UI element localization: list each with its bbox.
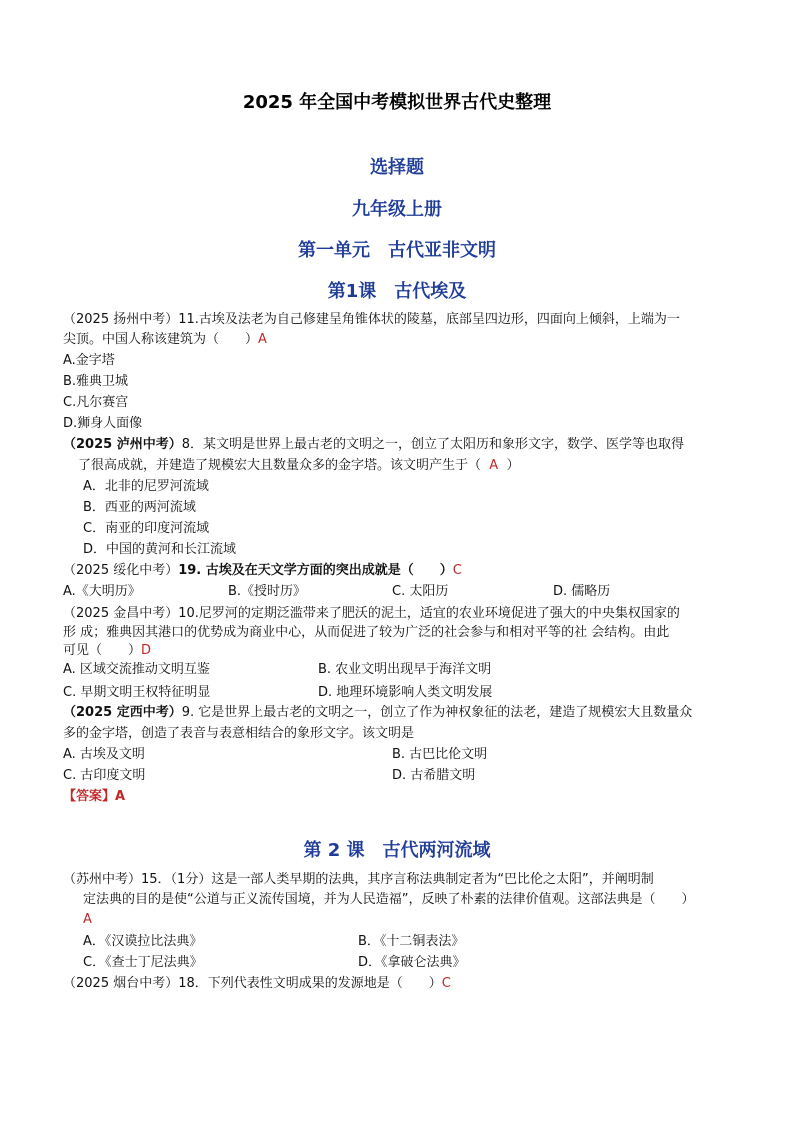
option-c: C.凡尔赛宫 xyxy=(63,395,129,410)
question-text: （2025 定西中考）9. 它是世界上最古老的文明之一，创立了作为神权象征的法老，建造了规模宏大且数量众 xyxy=(63,705,693,720)
option-b: B.《授时历》 xyxy=(228,584,307,599)
section-heading: 选择题 xyxy=(370,157,424,178)
question-text: （2025 绥化中考）19. 古埃及在天文学方面的突出成就是（ ）C xyxy=(63,563,462,578)
question-text: 了很高成就，并建造了规模宏大且数量众多的金字塔。该文明产生于（ A ） xyxy=(78,458,520,473)
option-b: B. 农业文明出现早于海洋文明 xyxy=(318,662,492,677)
option-a: A.《大明历》 xyxy=(63,584,141,599)
option-b: B.雅典卫城 xyxy=(63,374,129,389)
unit-heading: 第一单元 古代亚非文明 xyxy=(298,240,496,261)
answer-mark: D xyxy=(141,643,152,658)
question-text: （2025 泸州中考）8．某文明是世界上最古老的文明之一，创立了太阳历和象形文字，数学、医学等也取得 xyxy=(63,437,684,452)
option-d: D. 古希腊文明 xyxy=(392,768,476,783)
option-d: D.狮身人面像 xyxy=(63,416,143,431)
question-text: 形 成；雅典因其港口的优势成为商业中心，从而促进了较为广泛的社会参与和相对平等的社 会结构。由此 xyxy=(63,625,670,640)
option-d: D. 儒略历 xyxy=(553,584,611,599)
document-title: 2025 年全国中考模拟世界古代史整理 xyxy=(242,92,552,113)
option-c: C. 太阳历 xyxy=(392,584,449,599)
question-text: 多的金字塔，创造了表音与表意相结合的象形文字。该文明是 xyxy=(63,726,415,741)
grade-heading: 九年级上册 xyxy=(352,199,442,220)
option-a: A. 古埃及文明 xyxy=(63,747,145,762)
answer-mark: A xyxy=(489,458,499,473)
option-c: C．《查士丁尼法典》 xyxy=(83,955,203,970)
option-c: C．南亚的印度河流域 xyxy=(83,521,210,536)
lesson-heading: 第1课 古代埃及 xyxy=(327,281,467,302)
option-a: A．北非的尼罗河流域 xyxy=(83,479,209,494)
question-text: （2025 烟台中考）18．下列代表性文明成果的发源地是（ ）C xyxy=(63,976,451,991)
lesson-heading: 第 2 课 古代两河流域 xyxy=(303,840,491,861)
question-text: 尖顶。中国人称该建筑为（ ）A xyxy=(63,332,267,347)
option-a: A. 区域交流推动文明互鉴 xyxy=(63,662,210,677)
question-text: （2025 金昌中考）10.尼罗河的定期泛滥带来了肥沃的泥土，适宜的农业环境促进了强大的中央集权国家的 xyxy=(63,606,680,621)
question-text: （2025 扬州中考）11.古埃及法老为自己修建呈角锥体状的陵墓，底部呈四边形，四面向上倾斜，上端为一 xyxy=(63,312,680,327)
answer-mark: A xyxy=(83,912,92,927)
question-text: 可见（ ）D xyxy=(63,643,152,658)
answer-label: 【答案】A xyxy=(63,789,126,804)
answer-mark: C xyxy=(441,976,451,991)
option-a: A．《汉谟拉比法典》 xyxy=(83,934,203,949)
option-d: D. 地理环境影响人类文明发展 xyxy=(318,685,493,700)
option-c: C. 古印度文明 xyxy=(63,768,146,783)
option-d: D．《拿破仑法典》 xyxy=(358,955,466,970)
answer-mark: C xyxy=(452,563,462,578)
option-d: D．中国的黄河和长江流域 xyxy=(83,542,237,557)
option-b: B．《十二铜表法》 xyxy=(358,934,465,949)
question-text: 定法典的目的是使“公道与正义流传国境，并为人民造福”，反映了朴素的法律价值观。这部法典是（ ） xyxy=(83,892,695,907)
option-b: B．西亚的两河流域 xyxy=(83,500,196,515)
option-b: B. 古巴比伦文明 xyxy=(392,747,488,762)
option-c: C. 早期文明王权特征明显 xyxy=(63,685,211,700)
question-text: （苏州中考）15．（1分）这是一部人类早期的法典，其序言称法典制定者为“巴比伦之太阳”，并阐明制 xyxy=(63,872,654,887)
answer-mark: A xyxy=(258,332,267,347)
option-a: A.金字塔 xyxy=(63,353,115,368)
